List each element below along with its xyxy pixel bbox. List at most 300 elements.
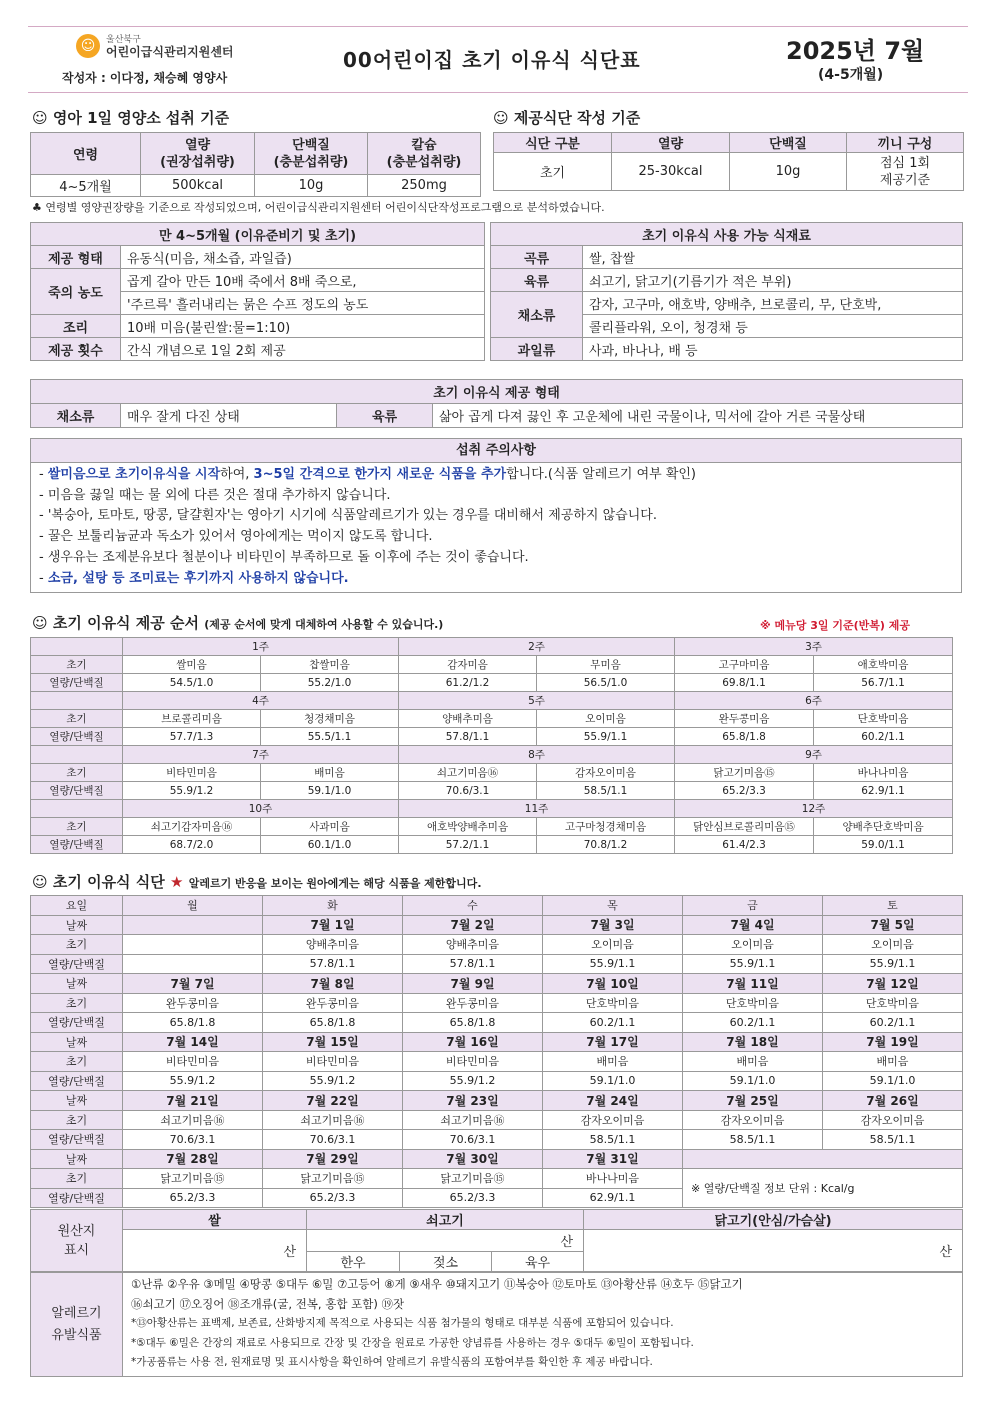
menu-nut-cell: 59.1/1.0 xyxy=(683,1071,823,1091)
menu-date-cell: 7월 7일 xyxy=(123,974,263,994)
menu-heading: ☺ 초기 이유식 식단 ★ 알레르기 반응을 보이는 원아에게는 해당 식품을 제한합니다. xyxy=(32,873,482,891)
order-nut-row xyxy=(31,836,953,854)
intake-age: 4~5개월 xyxy=(31,175,141,197)
menu-date-row xyxy=(31,974,963,994)
ingredients-heading: 초기 이유식 사용 가능 식재료 xyxy=(491,223,963,246)
menu-meal-cell: 바나나미음 xyxy=(543,1169,683,1189)
order-menu-cell: 사과미음 xyxy=(261,818,399,836)
menu-meal-cell: 닭고기미음⑮ xyxy=(403,1169,543,1189)
form-veg-label: 채소류 xyxy=(31,404,121,428)
menu-meal-cell: 완두콩미음 xyxy=(263,993,403,1013)
menu-nut-cell: 70.6/3.1 xyxy=(403,1130,543,1150)
order-menu-cell: 배미음 xyxy=(261,764,399,782)
provision-table xyxy=(493,132,964,191)
menu-meal-row xyxy=(31,993,963,1013)
intake-energy: 500kcal xyxy=(141,175,255,197)
menu-nut-row xyxy=(31,1013,963,1033)
order-nut-cell: 69.8/1.1 xyxy=(675,674,814,692)
order-table xyxy=(30,637,953,854)
menu-date-cell: 7월 11일 xyxy=(683,974,823,994)
order-menu-cell: 쌀미음 xyxy=(123,656,261,674)
order-menu-row xyxy=(31,818,953,836)
menu-meal-row xyxy=(31,935,963,955)
intake-table xyxy=(30,132,481,197)
menu-meal-label: 초기 xyxy=(31,1110,123,1130)
order-nut-cell: 57.2/1.1 xyxy=(399,836,537,854)
org-logo xyxy=(76,32,286,66)
origin-chicken-value: 산 xyxy=(584,1230,963,1272)
menu-date-cell: 7월 5일 xyxy=(823,915,963,935)
order-nut-label: 열량/단백질 xyxy=(31,782,123,800)
unit-note: ※ 열량/단백질 정보 단위 : Kcal/g xyxy=(683,1169,963,1208)
order-menu-cell: 애호박미음 xyxy=(814,656,953,674)
menu-date-cell: 7월 30일 xyxy=(403,1149,543,1169)
order-week-label: 1주 xyxy=(123,638,399,656)
ing-fruit: 사과, 바나나, 배 등 xyxy=(583,338,963,361)
menu-meal-cell xyxy=(123,935,263,955)
order-menu-row xyxy=(31,710,953,728)
menu-meal-row xyxy=(31,1110,963,1130)
menu-date-cell: 7월 14일 xyxy=(123,1032,263,1052)
menu-date-cell: 7월 18일 xyxy=(683,1032,823,1052)
order-week-label: 10주 xyxy=(123,800,399,818)
menu-nut-cell: 62.9/1.1 xyxy=(543,1188,683,1208)
caution-line-3: - '복숭아, 토마토, 땅콩, 달걀흰자'는 영아기 시기에 식품알레르기가 있는 경우를 대비해서 제공하지 않습니다. xyxy=(39,508,657,524)
menu-nut-label: 열량/단백질 xyxy=(31,1013,123,1033)
menu-date-row xyxy=(31,1149,963,1169)
order-week-label: 4주 xyxy=(123,692,399,710)
order-nut-cell: 68.7/2.0 xyxy=(123,836,261,854)
order-week-label: 6주 xyxy=(675,692,953,710)
menu-meal-cell: 쇠고기미음⑯ xyxy=(263,1110,403,1130)
menu-date-cell: 7월 23일 xyxy=(403,1091,543,1111)
menu-nut-label: 열량/단백질 xyxy=(31,954,123,974)
provision-protein: 10g xyxy=(730,153,847,191)
logo-face-icon: ☺ xyxy=(76,34,100,58)
menu-nut-cell: 65.8/1.8 xyxy=(403,1013,543,1033)
provision-energy: 25-30kcal xyxy=(612,153,730,191)
menu-date-label: 날짜 xyxy=(31,915,123,935)
menu-meal-cell: 배미음 xyxy=(543,1052,683,1072)
origin-table xyxy=(30,1209,963,1272)
order-nut-cell: 56.7/1.1 xyxy=(814,674,953,692)
order-menu-label: 초기 xyxy=(31,818,123,836)
menu-meal-cell: 오이미음 xyxy=(543,935,683,955)
order-nut-cell: 54.5/1.0 xyxy=(123,674,261,692)
page-title: 00어린이집 초기 이유식 식단표 xyxy=(343,48,641,72)
caution-list xyxy=(31,463,961,591)
menu-date-cell: 7월 10일 xyxy=(543,974,683,994)
form-heading: 초기 이유식 제공 형태 xyxy=(31,380,963,404)
stage-density-1: 곱게 갈아 만든 10배 죽에서 8배 죽으로, xyxy=(121,269,485,292)
menu-meal-cell: 감자오이미음 xyxy=(823,1110,963,1130)
order-nut-cell: 58.5/1.1 xyxy=(537,782,675,800)
order-nut-cell: 57.7/1.3 xyxy=(123,728,261,746)
menu-nut-cell: 65.8/1.8 xyxy=(263,1013,403,1033)
menu-nut-cell: 55.9/1.1 xyxy=(543,954,683,974)
order-nut-cell: 70.6/3.1 xyxy=(399,782,537,800)
allergy-label: 알레르기 유발식품 xyxy=(31,1273,123,1377)
order-nut-cell: 60.1/1.0 xyxy=(261,836,399,854)
order-nut-cell: 55.5/1.1 xyxy=(261,728,399,746)
menu-nut-row xyxy=(31,1071,963,1091)
order-note: ※ 메뉴당 3일 기준(반복) 제공 xyxy=(760,619,910,632)
menu-date-empty xyxy=(683,1149,963,1169)
provision-meal: 점심 1회 제공기준 xyxy=(847,153,964,191)
origin-rice-value: 산 xyxy=(123,1230,307,1272)
order-menu-cell: 청경채미음 xyxy=(261,710,399,728)
menu-date-row xyxy=(31,1091,963,1111)
order-menu-cell: 고구마청경채미음 xyxy=(537,818,675,836)
order-nut-cell: 56.5/1.0 xyxy=(537,674,675,692)
menu-date-row xyxy=(31,915,963,935)
menu-meal-row xyxy=(31,1052,963,1072)
order-menu-cell: 단호박미음 xyxy=(814,710,953,728)
menu-date-cell: 7월 3일 xyxy=(543,915,683,935)
allergy-note-2: *⑤대두 ⑥밀은 간장의 재료로 사용되므로 간장 및 간장을 원료로 가공한 양념류를 사용하는 경우 ⑤대두 ⑥밀이 포함됩니다. xyxy=(131,1336,694,1349)
order-week-row xyxy=(31,638,953,656)
order-menu-cell: 무미음 xyxy=(537,656,675,674)
menu-meal-cell: 단호박미음 xyxy=(823,993,963,1013)
provision-h-type: 식단 구분 xyxy=(494,133,612,153)
menu-date-cell: 7월 25일 xyxy=(683,1091,823,1111)
menu-nut-cell: 55.9/1.1 xyxy=(823,954,963,974)
menu-meal-cell: 비타민미음 xyxy=(403,1052,543,1072)
menu-date-cell: 7월 28일 xyxy=(123,1149,263,1169)
menu-date-cell: 7월 9일 xyxy=(403,974,543,994)
order-heading: ☺ 초기 이유식 제공 순서 (제공 순서에 맞게 대체하여 사용할 수 있습니다.) xyxy=(32,614,444,632)
menu-nut-cell: 65.8/1.8 xyxy=(123,1013,263,1033)
smiley-icon: ☺ xyxy=(32,614,48,632)
menu-nut-cell: 57.8/1.1 xyxy=(403,954,543,974)
provision-h-meal: 끼니 구성 xyxy=(847,133,964,153)
menu-meal-cell: 완두콩미음 xyxy=(123,993,263,1013)
allergy-table xyxy=(30,1272,963,1377)
order-menu-cell: 애호박양배추미음 xyxy=(399,818,537,836)
menu-date-cell: 7월 26일 xyxy=(823,1091,963,1111)
menu-meal-cell: 배미음 xyxy=(683,1052,823,1072)
menu-nut-cell: 70.6/3.1 xyxy=(123,1130,263,1150)
menu-date-cell: 7월 8일 xyxy=(263,974,403,994)
order-nut-cell: 55.9/1.1 xyxy=(537,728,675,746)
order-menu-cell: 바나나미음 xyxy=(814,764,953,782)
ing-veg-2: 콜리플라워, 오이, 청경채 등 xyxy=(583,315,963,338)
menu-date-cell: 7월 19일 xyxy=(823,1032,963,1052)
order-nut-cell: 55.9/1.2 xyxy=(123,782,261,800)
intake-protein: 10g xyxy=(255,175,368,197)
caution-box xyxy=(30,438,962,593)
header-rule xyxy=(28,92,968,93)
menu-day-cell: 금 xyxy=(683,896,823,916)
allergy-note-3: *가공품류는 사용 전, 원재료명 및 표시사항을 확인하여 알레르기 유발식품의 포함여부를 확인한 후 제공 바랍니다. xyxy=(131,1356,653,1368)
ing-grain: 쌀, 찹쌀 xyxy=(583,246,963,269)
ing-meat-label: 육류 xyxy=(491,269,583,292)
order-menu-cell: 브로콜리미음 xyxy=(123,710,261,728)
order-week-label: 7주 xyxy=(123,746,399,764)
menu-nut-cell: 65.2/3.3 xyxy=(123,1188,263,1208)
menu-meal-cell: 배미음 xyxy=(823,1052,963,1072)
order-nut-cell: 70.8/1.2 xyxy=(537,836,675,854)
order-week-label: 2주 xyxy=(399,638,675,656)
menu-date-label: 날짜 xyxy=(31,1032,123,1052)
caution-line-2: - 미음을 끓일 때는 물 외에 다른 것은 절대 추가하지 않습니다. xyxy=(39,487,391,503)
menu-nut-cell: 57.8/1.1 xyxy=(263,954,403,974)
menu-nut-cell: 55.9/1.1 xyxy=(683,954,823,974)
menu-nut-cell: 60.2/1.1 xyxy=(683,1013,823,1033)
order-nut-cell: 61.4/2.3 xyxy=(675,836,814,854)
order-nut-row xyxy=(31,674,953,692)
stage-density-2: '주르륵' 흘러내리는 묽은 수프 정도의 농도 xyxy=(121,292,485,315)
origin-rice: 쌀 xyxy=(123,1210,307,1230)
caution-line-4: - 꿀은 보툴리늄균과 독소가 있어서 영아에게는 먹이지 않도록 합니다. xyxy=(39,529,433,545)
menu-date-label: 날짜 xyxy=(31,974,123,994)
caution-line-1: - 쌀미음으로 초기이유식을 시작하여, 3~5일 간격으로 한가지 새로운 식품을 추가합니다.(식품 알레르기 여부 확인) xyxy=(39,467,697,482)
menu-nut-cell: 58.5/1.1 xyxy=(683,1130,823,1150)
age-range: (4-5개월) xyxy=(818,67,884,83)
order-menu-cell: 찹쌀미음 xyxy=(261,656,399,674)
menu-nut-cell: 59.1/1.0 xyxy=(543,1071,683,1091)
menu-meal-cell: 닭고기미음⑮ xyxy=(123,1169,263,1189)
order-week-label: 3주 xyxy=(675,638,953,656)
menu-day-cell: 수 xyxy=(403,896,543,916)
menu-nut-label: 열량/단백질 xyxy=(31,1188,123,1208)
menu-day-cell: 화 xyxy=(263,896,403,916)
order-week-blank xyxy=(31,746,123,764)
org-name: 어린이급식관리지원센터 xyxy=(106,45,234,59)
order-nut-row xyxy=(31,782,953,800)
intake-heading: ☺ 영아 1일 영양소 섭취 기준 xyxy=(32,109,230,127)
order-menu-row xyxy=(31,656,953,674)
menu-date-cell: 7월 22일 xyxy=(263,1091,403,1111)
intake-h-protein: 단백질 (충분섭취량) xyxy=(255,133,368,175)
beef-type-yukwoo: 육우 xyxy=(492,1252,584,1272)
ing-fruit-label: 과일류 xyxy=(491,338,583,361)
ing-meat: 쇠고기, 닭고기(기름기가 적은 부위) xyxy=(583,269,963,292)
order-menu-cell: 쇠고기감자미음⑯ xyxy=(123,818,261,836)
club-icon: ♣ xyxy=(32,201,42,214)
origin-label: 원산지 표시 xyxy=(31,1210,123,1272)
menu-day-row xyxy=(31,896,963,916)
order-week-row xyxy=(31,692,953,710)
order-menu-row xyxy=(31,764,953,782)
order-menu-label: 초기 xyxy=(31,764,123,782)
intake-h-calcium: 칼슘 (충분섭취량) xyxy=(368,133,481,175)
author: 작성자 : 이다정, 채승혜 영양사 xyxy=(62,71,228,85)
footnote: ♣ 연령별 영양권장량을 기준으로 작성되었으며, 어린이급식관리지원센터 어린이식단작성프로그램으로 분석하였습니다. xyxy=(32,201,605,214)
menu-nut-cell: 55.9/1.2 xyxy=(123,1071,263,1091)
menu-date-cell: 7월 31일 xyxy=(543,1149,683,1169)
order-menu-cell: 완두콩미음 xyxy=(675,710,814,728)
menu-meal-cell: 감자오이미음 xyxy=(683,1110,823,1130)
caution-line-6: - 소금, 설탕 등 조미료는 후기까지 사용하지 않습니다. xyxy=(39,570,349,586)
menu-nut-cell: 65.2/3.3 xyxy=(403,1188,543,1208)
menu-nut-cell: 55.9/1.2 xyxy=(263,1071,403,1091)
smiley-icon: ☺ xyxy=(32,873,48,891)
intake-calcium: 250mg xyxy=(368,175,481,197)
allergy-list-1: ①난류 ②우유 ③메밀 ④땅콩 ⑤대두 ⑥밀 ⑦고등어 ⑧게 ⑨새우 ⑩돼지고기 ⑪복숭아 ⑫토마토 ⑬아황산류 ⑭호두 ⑮닭고기 xyxy=(131,1277,743,1291)
menu-date-label: 날짜 xyxy=(31,1149,123,1169)
ing-grain-label: 곡류 xyxy=(491,246,583,269)
menu-meal-cell: 감자오이미음 xyxy=(543,1110,683,1130)
menu-meal-cell: 완두콩미음 xyxy=(403,993,543,1013)
ing-veg-1: 감자, 고구마, 애호박, 양배추, 브로콜리, 무, 단호박, xyxy=(583,292,963,315)
menu-meal-label: 초기 xyxy=(31,1052,123,1072)
intake-h-age: 연령 xyxy=(31,133,141,175)
menu-nut-cell: 60.2/1.1 xyxy=(823,1013,963,1033)
origin-beef-value: 산 xyxy=(307,1230,584,1252)
order-week-blank xyxy=(31,692,123,710)
order-menu-label: 초기 xyxy=(31,710,123,728)
order-menu-cell: 고구마미음 xyxy=(675,656,814,674)
caution-line-5: - 생우유는 조제분유보다 철분이나 비타민이 부족하므로 돌 이후에 주는 것이 좋습니다. xyxy=(39,549,529,565)
menu-table xyxy=(30,895,963,1208)
order-menu-cell: 양배추미음 xyxy=(399,710,537,728)
menu-meal-cell: 단호박미음 xyxy=(543,993,683,1013)
form-veg: 매우 잘게 다진 상태 xyxy=(121,404,337,428)
allergy-note-1: *⑬아황산류는 표백제, 보존료, 산화방지제 목적으로 사용되는 식품 첨가물의 형태로 대부분 식품에 포함되어 있습니다. xyxy=(131,1317,674,1329)
form-meat-label: 육류 xyxy=(337,404,433,428)
menu-meal-row xyxy=(31,1169,963,1189)
menu-nut-cell: 59.1/1.0 xyxy=(823,1071,963,1091)
menu-nut-row xyxy=(31,1130,963,1150)
order-nut-cell: 57.8/1.1 xyxy=(399,728,537,746)
stage-freq: 간식 개념으로 1일 2회 제공 xyxy=(121,338,485,361)
provision-type: 초기 xyxy=(494,153,612,191)
origin-beef: 쇠고기 xyxy=(307,1210,584,1230)
menu-nut-row xyxy=(31,954,963,974)
menu-date-cell: 7월 29일 xyxy=(263,1149,403,1169)
beef-type-hanwoo: 한우 xyxy=(307,1252,400,1272)
ingredients-table xyxy=(490,222,963,361)
stage-cook: 10배 미음(불린쌀:물=1:10) xyxy=(121,315,485,338)
provision-h-energy: 열량 xyxy=(612,133,730,153)
order-nut-row xyxy=(31,728,953,746)
origin-chicken: 닭고기(안심/가슴살) xyxy=(584,1210,963,1230)
stage-form-label: 제공 형태 xyxy=(31,246,121,269)
menu-date-cell: 7월 24일 xyxy=(543,1091,683,1111)
menu-date-cell: 7월 12일 xyxy=(823,974,963,994)
menu-meal-label: 초기 xyxy=(31,993,123,1013)
allergy-content xyxy=(123,1273,963,1377)
menu-date-cell: 7월 4일 xyxy=(683,915,823,935)
menu-date-cell: 7월 16일 xyxy=(403,1032,543,1052)
menu-nut-cell: 70.6/3.1 xyxy=(263,1130,403,1150)
intake-h-energy: 열량 (권장섭취량) xyxy=(141,133,255,175)
menu-date-cell: 7월 1일 xyxy=(263,915,403,935)
menu-nut-label: 열량/단백질 xyxy=(31,1071,123,1091)
menu-meal-label: 초기 xyxy=(31,935,123,955)
menu-nut-cell: 60.2/1.1 xyxy=(543,1013,683,1033)
menu-day-cell: 목 xyxy=(543,896,683,916)
menu-nut-cell xyxy=(123,954,263,974)
menu-meal-cell: 쇠고기미음⑯ xyxy=(123,1110,263,1130)
stage-table xyxy=(30,222,485,361)
menu-meal-cell: 양배추미음 xyxy=(403,935,543,955)
menu-date-cell: 7월 21일 xyxy=(123,1091,263,1111)
order-nut-cell: 65.2/3.3 xyxy=(675,782,814,800)
order-menu-label: 초기 xyxy=(31,656,123,674)
org-top: 울산북구 xyxy=(106,35,141,45)
menu-date-label: 날짜 xyxy=(31,1091,123,1111)
stage-cook-label: 조리 xyxy=(31,315,121,338)
order-week-label: 9주 xyxy=(675,746,953,764)
smiley-icon: ☺ xyxy=(493,109,509,127)
order-nut-label: 열량/단백질 xyxy=(31,674,123,692)
menu-nut-cell: 58.5/1.1 xyxy=(543,1130,683,1150)
menu-meal-cell: 오이미음 xyxy=(823,935,963,955)
order-week-blank xyxy=(31,638,123,656)
order-week-label: 11주 xyxy=(399,800,675,818)
menu-meal-cell: 비타민미음 xyxy=(263,1052,403,1072)
order-week-blank xyxy=(31,800,123,818)
stage-form: 유동식(미음, 채소즙, 과일즙) xyxy=(121,246,485,269)
menu-meal-cell: 쇠고기미음⑯ xyxy=(403,1110,543,1130)
allergy-list-2: ⑯쇠고기 ⑰오징어 ⑱조개류(굴, 전복, 홍합 포함) ⑲잣 xyxy=(131,1296,405,1311)
menu-date-cell: 7월 15일 xyxy=(263,1032,403,1052)
order-menu-cell: 비타민미음 xyxy=(123,764,261,782)
stage-density-label: 죽의 농도 xyxy=(31,269,121,315)
order-menu-cell: 감자오이미음 xyxy=(537,764,675,782)
order-menu-cell: 쇠고기미음⑯ xyxy=(399,764,537,782)
provision-heading: ☺ 제공식단 작성 기준 xyxy=(493,109,641,127)
order-nut-cell: 60.2/1.1 xyxy=(814,728,953,746)
order-nut-cell: 61.2/1.2 xyxy=(399,674,537,692)
ing-veg-label: 채소류 xyxy=(491,292,583,338)
caution-heading: 섭취 주의사항 xyxy=(31,439,961,463)
menu-meal-label: 초기 xyxy=(31,1169,123,1189)
stage-heading: 만 4~5개월 (이유준비기 및 초기) xyxy=(31,223,485,246)
menu-date-row xyxy=(31,1032,963,1052)
order-menu-cell: 양배추단호박미음 xyxy=(814,818,953,836)
order-week-row xyxy=(31,746,953,764)
menu-meal-cell: 닭고기미음⑮ xyxy=(263,1169,403,1189)
menu-meal-cell: 오이미음 xyxy=(683,935,823,955)
smiley-icon: ☺ xyxy=(32,109,48,127)
menu-nut-cell: 58.5/1.1 xyxy=(823,1130,963,1150)
provision-h-protein: 단백질 xyxy=(730,133,847,153)
order-nut-cell: 62.9/1.1 xyxy=(814,782,953,800)
order-nut-label: 열량/단백질 xyxy=(31,836,123,854)
menu-nut-cell: 65.2/3.3 xyxy=(263,1188,403,1208)
menu-meal-cell: 양배추미음 xyxy=(263,935,403,955)
top-rule xyxy=(28,26,968,27)
order-week-row xyxy=(31,800,953,818)
order-nut-label: 열량/단백질 xyxy=(31,728,123,746)
beef-type-dairy: 젖소 xyxy=(400,1252,492,1272)
menu-nut-cell: 55.9/1.2 xyxy=(403,1071,543,1091)
order-nut-cell: 55.2/1.0 xyxy=(261,674,399,692)
stage-freq-label: 제공 횟수 xyxy=(31,338,121,361)
menu-meal-cell: 단호박미음 xyxy=(683,993,823,1013)
menu-date-cell: 7월 2일 xyxy=(403,915,543,935)
order-menu-cell: 닭고기미음⑮ xyxy=(675,764,814,782)
menu-day-cell: 요일 xyxy=(31,896,123,916)
order-nut-cell: 59.1/1.0 xyxy=(261,782,399,800)
menu-day-cell: 토 xyxy=(823,896,963,916)
form-table xyxy=(30,379,963,428)
menu-date-cell xyxy=(123,915,263,935)
star-icon: ★ xyxy=(170,873,184,891)
order-week-label: 8주 xyxy=(399,746,675,764)
order-week-label: 12주 xyxy=(675,800,953,818)
order-menu-cell: 오이미음 xyxy=(537,710,675,728)
menu-day-cell: 월 xyxy=(123,896,263,916)
menu-meal-cell: 비타민미음 xyxy=(123,1052,263,1072)
menu-date-cell: 7월 17일 xyxy=(543,1032,683,1052)
order-nut-cell: 65.8/1.8 xyxy=(675,728,814,746)
order-week-label: 5주 xyxy=(399,692,675,710)
order-menu-cell: 닭안심브로콜리미음⑮ xyxy=(675,818,814,836)
